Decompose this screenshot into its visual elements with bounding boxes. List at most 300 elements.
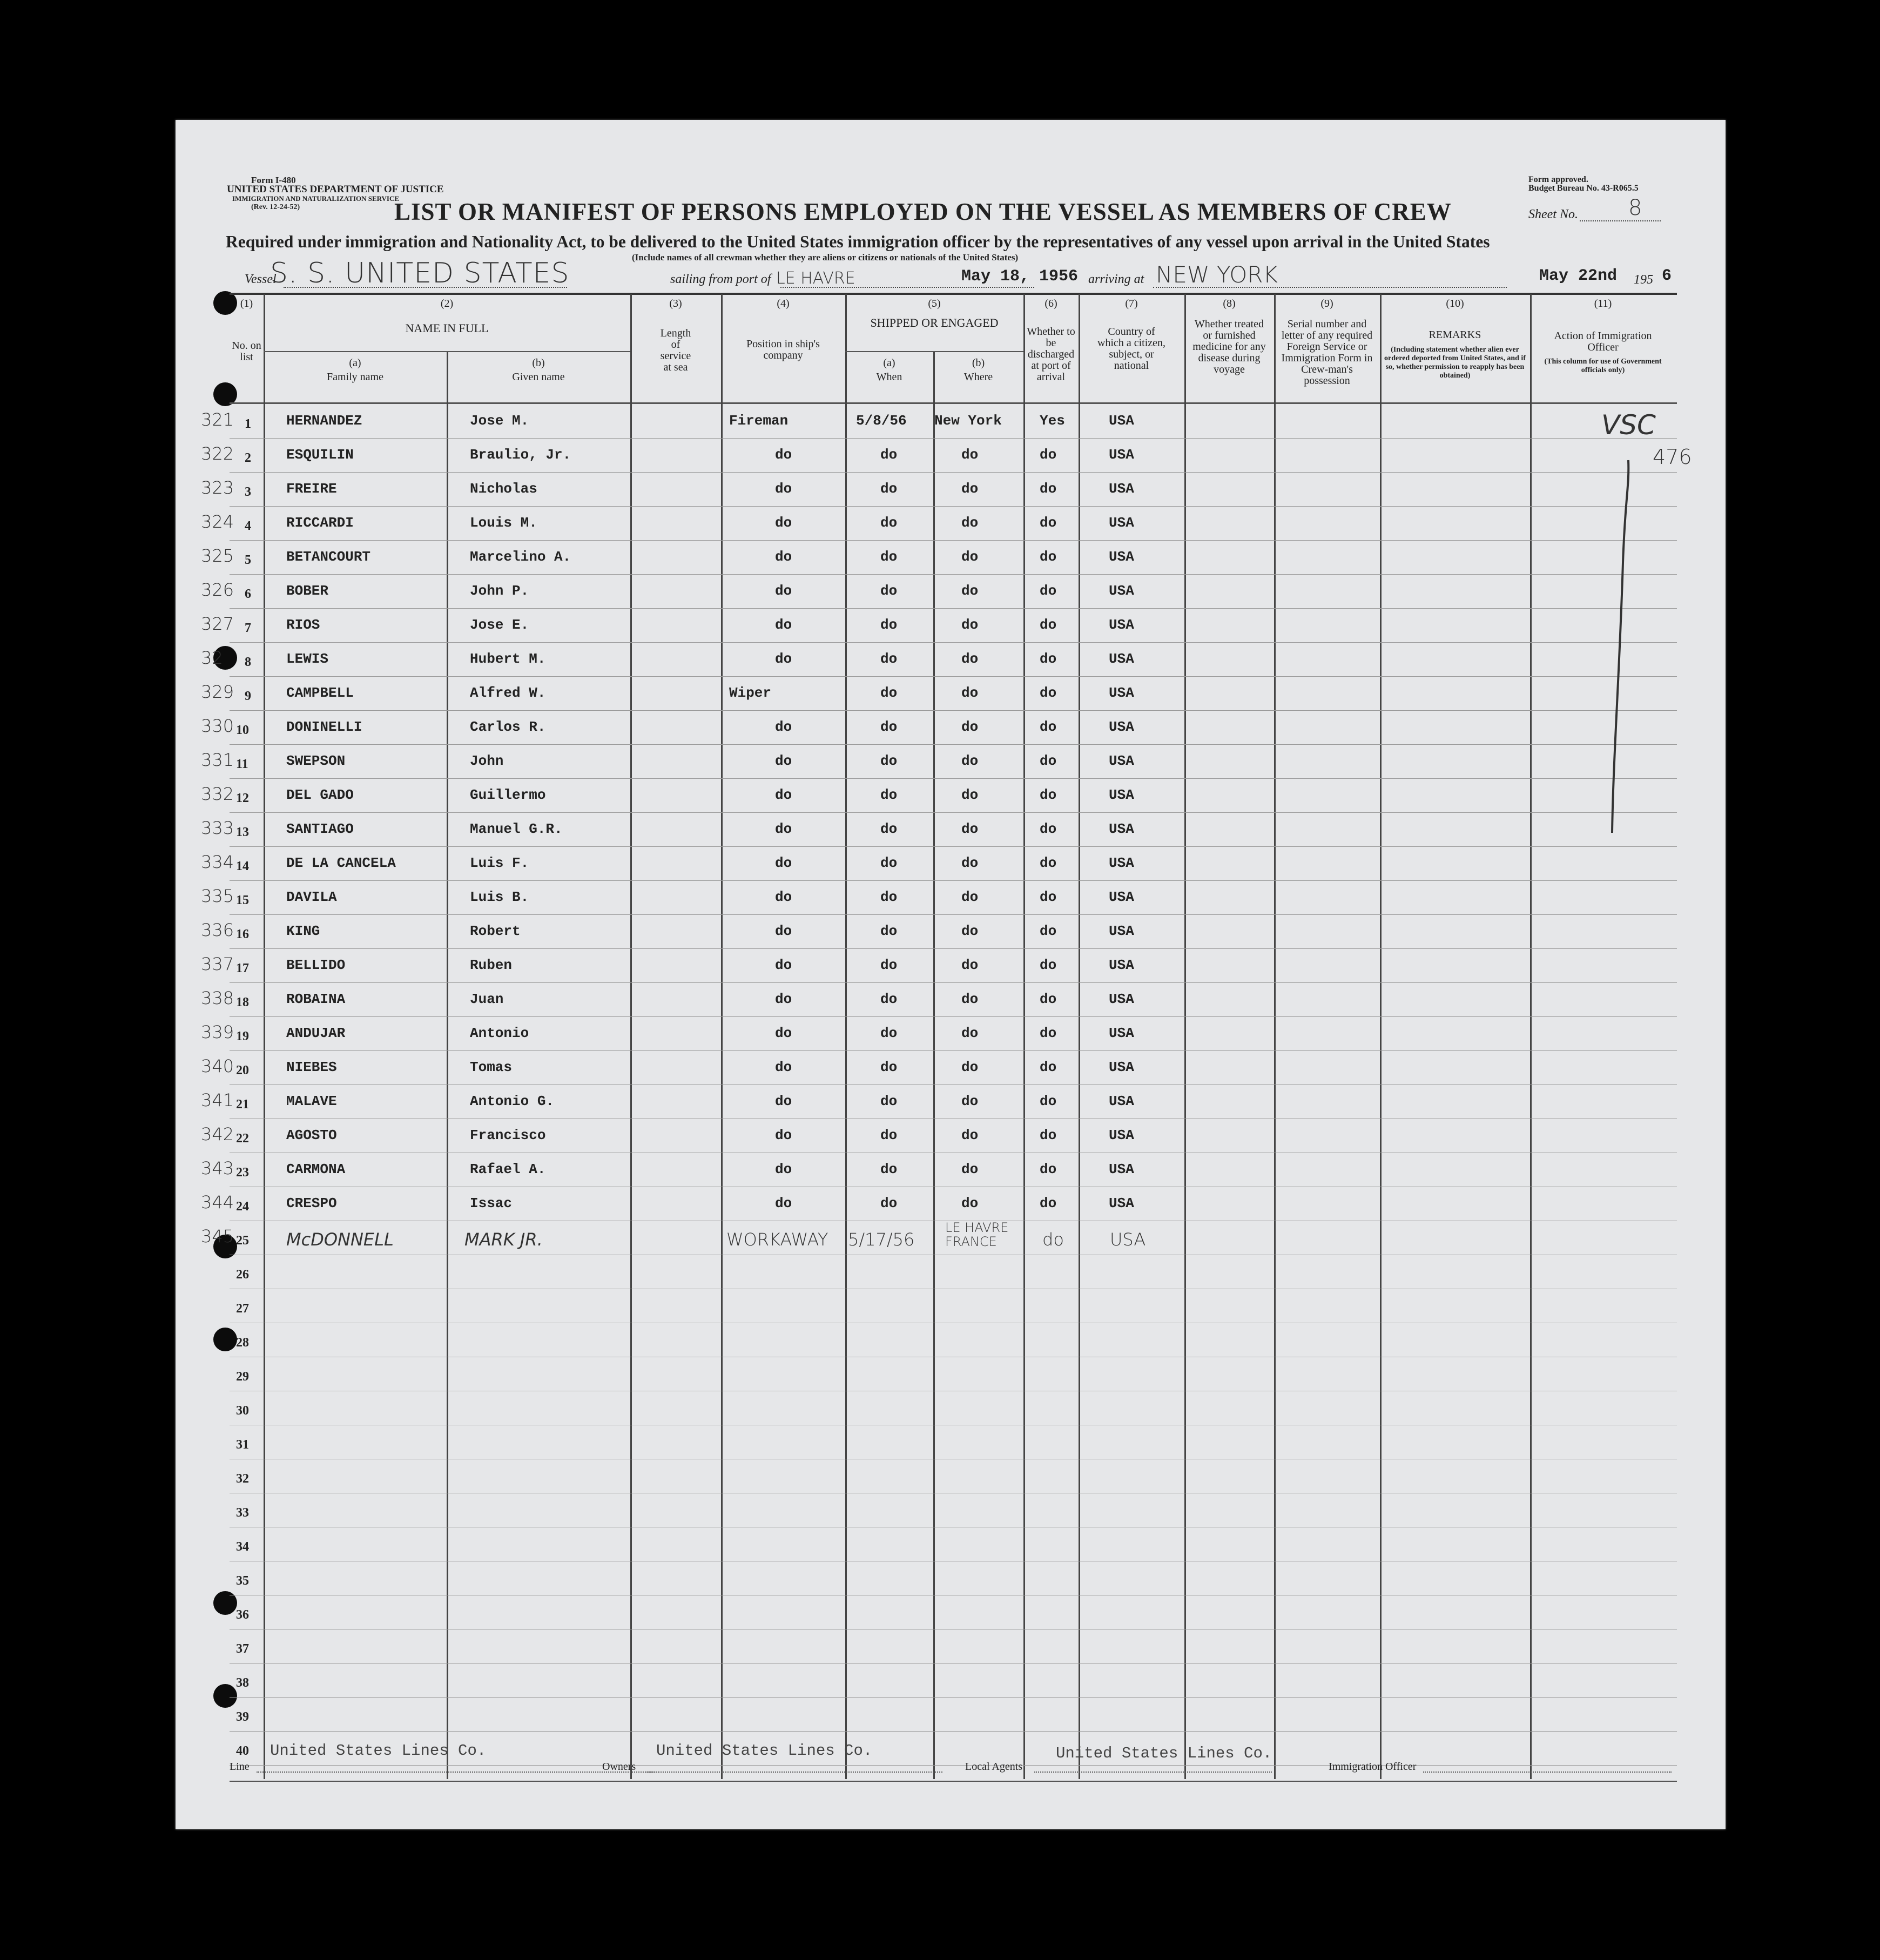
manifest-sheet — [176, 120, 1726, 1829]
punch-hole — [213, 1684, 237, 1708]
row-number: 9 — [245, 689, 251, 703]
country: USA — [1109, 685, 1134, 701]
row-rule — [230, 778, 1677, 779]
country: USA — [1109, 515, 1134, 531]
line-underline — [257, 1772, 659, 1773]
column-rule — [1274, 294, 1276, 1779]
discharge: do — [1040, 855, 1057, 871]
country: USA — [1109, 413, 1134, 429]
page-title: LIST OR MANIFEST OF PERSONS EMPLOYED ON THE VESSEL AS MEMBERS OF CREW — [394, 198, 1452, 225]
row-rule — [230, 744, 1677, 745]
col3-header: (3) — [669, 298, 682, 309]
family-name: FREIRE — [286, 481, 337, 497]
subtitle: Required under immigration and Nationality Act, to be delivered to the United States immigration officer by the representatives of any vessel upon arrival in the United States — [226, 232, 1490, 251]
shipped-when: do — [880, 617, 898, 633]
list-number: 333 — [201, 818, 234, 838]
name-subheader-rule — [264, 351, 630, 352]
country: USA — [1109, 991, 1134, 1007]
shipped-where: do — [961, 481, 979, 497]
shipped-when: do — [880, 583, 898, 599]
arriving-label: arriving at — [1088, 272, 1144, 286]
position: WORKAWAY — [726, 1229, 828, 1250]
col10-label: REMARKS — [1428, 329, 1481, 341]
discharge: do — [1040, 991, 1057, 1007]
discharge: do — [1040, 447, 1057, 463]
column-rule — [264, 294, 265, 1779]
col5b-header: (b) — [972, 357, 985, 369]
arrival-date: May 22nd — [1539, 267, 1618, 285]
family-name: CAMPBELL — [286, 685, 354, 701]
discharge: do — [1040, 651, 1057, 667]
given-name: Juan — [470, 991, 504, 1007]
sheet-underline — [1580, 220, 1661, 221]
given-name: John P. — [470, 583, 529, 599]
row-number: 38 — [236, 1676, 249, 1690]
departure-port: LE HAVRE — [776, 269, 855, 288]
position: do — [775, 617, 792, 633]
shipped-where: do — [961, 617, 979, 633]
row-number: 35 — [236, 1574, 249, 1588]
shipped-when: do — [880, 889, 898, 905]
discharge: do — [1040, 1161, 1057, 1177]
shipped-when: do — [880, 1161, 898, 1177]
discharge: do — [1040, 787, 1057, 803]
shipped-when: do — [880, 753, 898, 769]
position: do — [775, 923, 792, 939]
row-rule — [230, 812, 1677, 813]
country: USA — [1109, 821, 1134, 837]
row-number: 29 — [236, 1370, 249, 1384]
shipped-when: do — [880, 549, 898, 565]
column-rule — [447, 352, 448, 1779]
col4-header: (4) — [777, 298, 790, 309]
row-number: 6 — [245, 587, 251, 601]
list-number: 336 — [201, 920, 234, 940]
given-name: Francisco — [470, 1127, 546, 1143]
shipped-when: do — [880, 447, 898, 463]
list-number: 325 — [201, 545, 234, 566]
country: USA — [1109, 1025, 1134, 1041]
row-number: 13 — [236, 825, 249, 839]
shipped-subheader-rule — [845, 351, 1023, 352]
given-name: John — [470, 753, 504, 769]
given-name: Guillermo — [470, 787, 546, 803]
list-number: 335 — [201, 886, 234, 906]
row-number: 14 — [236, 859, 249, 873]
row-rule — [230, 676, 1677, 677]
discharge: do — [1042, 1229, 1064, 1250]
country: USA — [1109, 583, 1134, 599]
country: USA — [1109, 1059, 1134, 1075]
shipped-where: do — [961, 685, 979, 701]
row-number: 4 — [245, 519, 251, 533]
shipped-where: do — [961, 1161, 979, 1177]
row-number: 39 — [236, 1710, 249, 1724]
row-rule — [230, 1050, 1677, 1051]
departure-date: May 18, 1956 — [961, 267, 1079, 286]
col2a-label: Family name — [327, 371, 383, 383]
list-number: 323 — [201, 477, 234, 498]
officer-label: Immigration Officer — [1329, 1761, 1417, 1773]
vessel-label: Vessel — [245, 272, 277, 286]
given-name: Jose E. — [470, 617, 529, 633]
list-number: 326 — [201, 580, 234, 600]
position: do — [775, 957, 792, 973]
family-name: MALAVE — [286, 1093, 337, 1109]
family-name: SANTIAGO — [286, 821, 354, 837]
list-number: 331 — [201, 750, 234, 770]
discharge: do — [1040, 515, 1057, 531]
row-number: 25 — [236, 1234, 249, 1248]
position: do — [775, 651, 792, 667]
agents-label: Local Agents — [965, 1761, 1023, 1773]
shipped-where: do — [961, 889, 979, 905]
shipped-when: do — [880, 957, 898, 973]
shipped-where: LE HAVRE FRANCE — [945, 1220, 1009, 1249]
column-rule — [630, 294, 632, 1779]
position: do — [775, 1195, 792, 1211]
family-name: DE LA CANCELA — [286, 855, 396, 871]
col5-label: SHIPPED OR ENGAGED — [870, 316, 999, 329]
discharge: Yes — [1040, 413, 1065, 429]
shipped-where: do — [961, 515, 979, 531]
col11-header: (11) — [1594, 298, 1612, 309]
discharge: do — [1040, 1025, 1057, 1041]
row-number: 17 — [236, 961, 249, 975]
family-name: BOBER — [286, 583, 329, 599]
line-value: United States Lines Co. — [270, 1742, 487, 1760]
row-number: 16 — [236, 927, 249, 941]
list-number: 322 — [201, 443, 234, 464]
footer-rule — [230, 1781, 1677, 1782]
position: do — [775, 583, 792, 599]
row-number: 40 — [236, 1744, 249, 1758]
row-rule — [230, 506, 1677, 507]
discharge: do — [1040, 1093, 1057, 1109]
row-number: 36 — [236, 1608, 249, 1622]
family-name: NIEBES — [286, 1059, 337, 1075]
agents-underline — [1034, 1772, 1272, 1773]
shipped-when: do — [880, 685, 898, 701]
list-number: 341 — [201, 1090, 234, 1110]
position: do — [775, 787, 792, 803]
shipped-when: do — [880, 481, 898, 497]
row-number: 5 — [245, 553, 251, 567]
row-rule — [230, 1765, 1677, 1766]
family-name: CRESPO — [286, 1195, 337, 1211]
row-rule — [230, 1697, 1677, 1698]
shipped-where: do — [961, 957, 979, 973]
col5a-header: (a) — [883, 357, 895, 369]
given-name: Louis M. — [470, 515, 537, 531]
country: USA — [1109, 923, 1134, 939]
table-top-rule — [230, 293, 1677, 295]
family-name: ROBAINA — [286, 991, 346, 1007]
country: USA — [1109, 957, 1134, 973]
given-name: Antonio — [470, 1025, 529, 1041]
shipped-when: do — [880, 1195, 898, 1211]
col9-header: (9) — [1320, 298, 1333, 309]
country: USA — [1109, 1127, 1134, 1143]
col8-label: Whether treated or furnished medicine for any disease during voyage — [1192, 318, 1266, 375]
list-number: 32 — [201, 648, 223, 668]
row-rule — [230, 710, 1677, 711]
family-name: ANDUJAR — [286, 1025, 346, 1041]
given-name: Ruben — [470, 957, 513, 973]
list-number: 329 — [201, 682, 234, 702]
row-rule — [230, 914, 1677, 915]
country: USA — [1110, 1229, 1146, 1250]
row-number: 12 — [236, 791, 249, 805]
position: do — [775, 991, 792, 1007]
col7-label: Country of which a citizen, subject, or national — [1097, 326, 1166, 372]
discharge: do — [1040, 1059, 1057, 1075]
position: do — [775, 1025, 792, 1041]
row-number: 7 — [245, 621, 251, 635]
row-number: 19 — [236, 1029, 249, 1043]
col1-label: No. on list — [232, 340, 261, 363]
sailing-label: sailing from port of — [670, 272, 771, 286]
col2b-header: (b) — [532, 357, 545, 369]
row-rule — [230, 1016, 1677, 1017]
given-name: Issac — [470, 1195, 513, 1211]
row-rule — [230, 880, 1677, 881]
col6-label: Whether to be discharged at port of arrival — [1027, 326, 1075, 383]
shipped-when: 5/17/56 — [848, 1229, 915, 1250]
row-number: 27 — [236, 1302, 249, 1316]
family-name: KING — [286, 923, 320, 939]
row-rule — [230, 574, 1677, 575]
country: USA — [1109, 1093, 1134, 1109]
given-name: Marcelino A. — [470, 549, 571, 565]
column-rule — [1530, 294, 1532, 1779]
shipped-when: do — [880, 1025, 898, 1041]
column-rule — [933, 352, 935, 1779]
col10-note: (Including statement whether alien ever ordered deported from United States, and if so, whether permission to reapply has been obtained) — [1384, 346, 1526, 380]
revision: (Rev. 12-24-52) — [251, 203, 300, 211]
given-name: Jose M. — [470, 413, 529, 429]
given-name: Rafael A. — [470, 1161, 546, 1177]
family-name: CARMONA — [286, 1161, 346, 1177]
sheet-label: Sheet No. — [1528, 207, 1578, 221]
discharge: do — [1040, 719, 1057, 735]
shipped-where: do — [961, 753, 979, 769]
family-name: DEL GADO — [286, 787, 354, 803]
vessel-name: S. S. UNITED STATES — [270, 257, 570, 289]
shipped-where: do — [961, 1093, 979, 1109]
line-label: Line — [230, 1761, 250, 1773]
family-name: LEWIS — [286, 651, 329, 667]
position: Wiper — [729, 685, 772, 701]
given-name: Alfred W. — [470, 685, 546, 701]
col2a-header: (a) — [349, 357, 361, 369]
shipped-where: do — [961, 1195, 979, 1211]
row-rule — [230, 438, 1677, 439]
discharge: do — [1040, 889, 1057, 905]
row-number: 15 — [236, 893, 249, 907]
col6-header: (6) — [1045, 298, 1057, 309]
list-number: 344 — [201, 1192, 234, 1213]
owners-underline — [643, 1772, 942, 1773]
row-number: 32 — [236, 1472, 249, 1486]
row-number: 24 — [236, 1200, 249, 1214]
row-number: 20 — [236, 1063, 249, 1077]
given-name: Antonio G. — [470, 1093, 555, 1109]
shipped-when: 5/8/56 — [856, 413, 907, 429]
row-number: 30 — [236, 1404, 249, 1418]
list-number: 330 — [201, 716, 234, 736]
family-name: McDONNELL — [286, 1229, 394, 1250]
shipped-where: do — [961, 583, 979, 599]
country: USA — [1109, 719, 1134, 735]
discharge: do — [1040, 617, 1057, 633]
shipped-when: do — [880, 787, 898, 803]
owners-label: Owners — [602, 1761, 636, 1773]
discharge: do — [1040, 583, 1057, 599]
row-number: 28 — [236, 1336, 249, 1350]
approval: Form approved. — [1528, 175, 1588, 184]
given-name: Luis B. — [470, 889, 529, 905]
col11-note: (This column for use of Government officials only) — [1544, 358, 1662, 374]
shipped-where: do — [961, 787, 979, 803]
row-number: 18 — [236, 995, 249, 1009]
country: USA — [1109, 447, 1134, 463]
position: do — [775, 855, 792, 871]
country: USA — [1109, 889, 1134, 905]
shipped-when: do — [880, 1127, 898, 1143]
row-number: 26 — [236, 1268, 249, 1282]
position: do — [775, 549, 792, 565]
shipped-where: do — [961, 855, 979, 871]
sheet-number: 8 — [1628, 196, 1642, 220]
shipped-when: do — [880, 855, 898, 871]
shipped-where: do — [961, 821, 979, 837]
col11-label: Action of Immigration Officer — [1554, 330, 1652, 353]
row-number: 31 — [236, 1438, 249, 1452]
column-rule — [721, 294, 723, 1779]
col9-label: Serial number and letter of any required Foreign Service or Immigration Form in Crew-man's possession — [1281, 318, 1373, 387]
shipped-when: do — [880, 821, 898, 837]
row-rule — [230, 540, 1677, 541]
country: USA — [1109, 481, 1134, 497]
position: do — [775, 1127, 792, 1143]
position: do — [775, 821, 792, 837]
discharge: do — [1040, 923, 1057, 939]
shipped-when: do — [880, 651, 898, 667]
row-number: 34 — [236, 1540, 249, 1554]
shipped-where: do — [961, 1127, 979, 1143]
row-rule — [230, 948, 1677, 949]
shipped-when: do — [880, 1059, 898, 1075]
discharge: do — [1040, 481, 1057, 497]
country: USA — [1109, 651, 1134, 667]
row-number: 33 — [236, 1506, 249, 1520]
shipped-when: do — [880, 1093, 898, 1109]
punch-hole — [213, 1328, 237, 1351]
column-rule — [1380, 294, 1382, 1779]
shipped-where: do — [961, 447, 979, 463]
family-name: RICCARDI — [286, 515, 354, 531]
shipped-where: New York — [934, 413, 1002, 429]
position: do — [775, 719, 792, 735]
shipped-when: do — [880, 719, 898, 735]
country: USA — [1109, 549, 1134, 565]
col2b-label: Given name — [512, 371, 565, 383]
row-rule — [230, 642, 1677, 643]
service: IMMIGRATION AND NATURALIZATION SERVICE — [232, 194, 400, 203]
agents-value: United States Lines Co. — [1056, 1745, 1272, 1762]
shipped-where: do — [961, 1059, 979, 1075]
col8-header: (8) — [1223, 298, 1236, 309]
list-number: 324 — [201, 511, 234, 532]
officer-count: 476 — [1653, 445, 1692, 469]
discharge: do — [1040, 1195, 1057, 1211]
row-number: 2 — [245, 451, 251, 465]
shipped-where: do — [961, 991, 979, 1007]
given-name: Nicholas — [470, 481, 537, 497]
given-name: Manuel G.R. — [470, 821, 563, 837]
shipped-where: do — [961, 923, 979, 939]
given-name: Hubert M. — [470, 651, 546, 667]
country: USA — [1109, 787, 1134, 803]
officer-mark: VSC — [1601, 409, 1656, 441]
position: do — [775, 889, 792, 905]
row-number: 1 — [245, 417, 251, 431]
row-rule — [230, 846, 1677, 847]
col1-header: (1) — [240, 298, 253, 309]
note: (Include names of all crewman whether they are aliens or citizens or nationals of the United States) — [632, 252, 1019, 262]
col4-label: Position in ship's company — [746, 338, 820, 361]
row-number: 3 — [245, 485, 251, 499]
list-number: 337 — [201, 954, 234, 974]
shipped-where: do — [961, 651, 979, 667]
list-number: 339 — [201, 1022, 234, 1042]
given-name: MARK JR. — [464, 1229, 543, 1250]
department: UNITED STATES DEPARTMENT OF JUSTICE — [227, 184, 444, 195]
country: USA — [1109, 617, 1134, 633]
arrival-port: NEW YORK — [1156, 261, 1278, 288]
position: do — [775, 1059, 792, 1075]
column-rule — [1023, 294, 1025, 1779]
position: do — [775, 1161, 792, 1177]
position: do — [775, 1093, 792, 1109]
position: do — [775, 447, 792, 463]
position: Fireman — [729, 413, 789, 429]
list-number: 334 — [201, 852, 234, 872]
country: USA — [1109, 1195, 1134, 1211]
row-number: 22 — [236, 1131, 249, 1146]
bracket-line — [1601, 455, 1645, 844]
year-digit: 6 — [1662, 267, 1672, 285]
given-name: Luis F. — [470, 855, 529, 871]
col2-label: NAME IN FULL — [405, 321, 489, 335]
row-rule — [230, 472, 1677, 473]
list-number: 327 — [201, 614, 234, 634]
position: do — [775, 753, 792, 769]
position: do — [775, 515, 792, 531]
row-number: 21 — [236, 1097, 249, 1112]
list-number: 338 — [201, 988, 234, 1008]
discharge: do — [1040, 957, 1057, 973]
family-name: ESQUILIN — [286, 447, 354, 463]
shipped-when: do — [880, 515, 898, 531]
given-name: Carlos R. — [470, 719, 546, 735]
given-name: Robert — [470, 923, 521, 939]
family-name: DONINELLI — [286, 719, 362, 735]
list-number: 332 — [201, 784, 234, 804]
country: USA — [1109, 855, 1134, 871]
budget-bureau: Budget Bureau No. 43-R065.5 — [1528, 184, 1639, 193]
